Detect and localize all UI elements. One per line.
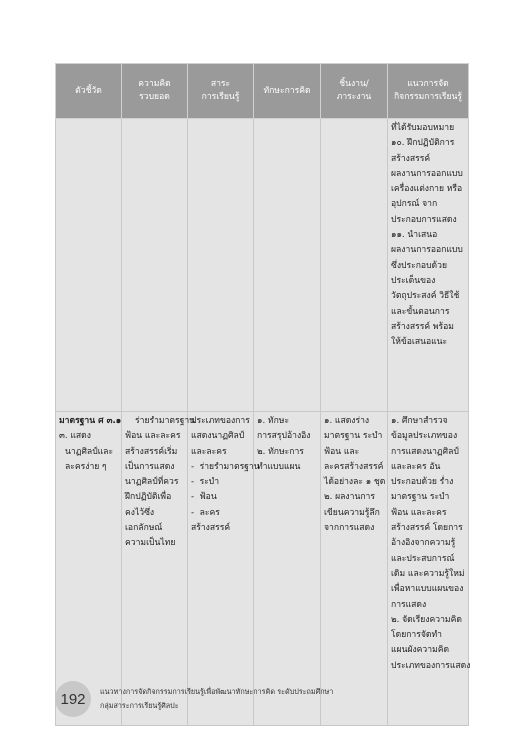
header-indicator: ตัวชี้วัด — [56, 64, 122, 119]
standard-title: มาตรฐาน ศ ๓.๑ — [59, 416, 122, 426]
cell-activity-continued: ที่ได้รับมอบหมาย ๑๐. ฝึกปฏิบัติการ สร้างสรรค์ ผลงานการออกแบบ เครื่องแต่งกาย หรือ อุปกรณ์ จาก ประกอบการแสดง ๑๑. นำเสนอ ผลงานการออกแบบ ซึ่งประกอบด้วย ประเด็นของ วัตถุประสงค์ วิธีใช้ และขั้นตอนการ สร้างสรรค์ พร้อม ให้ข้อเสนอแนะ — [388, 119, 469, 412]
list-item: - ร่ายรำมาตรฐาน — [191, 461, 260, 472]
footer-caption — [100, 685, 333, 713]
footer-line-1: แนวทางการจัดกิจกรรมการเรียนรู้เพื่อพัฒนาทักษะการคิด ระดับประถมศึกษา — [100, 687, 334, 696]
cell-empty — [254, 119, 321, 412]
list-item: - ละคร — [191, 507, 220, 518]
header-row — [56, 64, 469, 119]
footer-line-2: กลุ่มสาระการเรียนรู้ศิลปะ — [100, 701, 179, 710]
cell-empty — [56, 119, 122, 412]
list-item: - ระบำ — [191, 477, 220, 488]
list-item: - ฟ้อน — [191, 492, 217, 503]
header-content: สาระ การเรียนรู้ — [188, 64, 254, 119]
learning-table — [55, 63, 469, 726]
cell-thinking-skill: ๑. ทักษะ การสรุปอ้างอิง ๒. ทักษะการ ทำแบบแผน — [254, 412, 321, 726]
header-concept: ความคิด รวบยอด — [122, 64, 188, 119]
header-task: ชิ้นงาน/ ภาระงาน — [321, 64, 388, 119]
cell-indicator: มาตรฐาน ศ ๓.๑ ๓. แสดง นาฏศิลป์และ ละครง่าย ๆ — [56, 412, 122, 726]
curriculum-table — [55, 63, 471, 726]
cell-task: ๑. แสดงร่าง มาตรฐาน ระบำ ฟ้อน และ ละครสร้างสรรค์ ได้อย่างละ ๑ ชุด ๒. ผลงานการ เขียนความรู้ลึก จากการแสดง — [321, 412, 388, 726]
header-activity: แนวการจัด กิจกรรมการเรียนรู้ — [388, 64, 469, 119]
cell-content: ประเภทของการ แสดงนาฏศิลป์ และละคร - ร่ายรำมาตรฐาน - ระบำ - ฟ้อน - ละคร สร้างสรรค์ — [188, 412, 254, 726]
cell-empty — [188, 119, 254, 412]
cell-activity: ๑. ศึกษาสำรวจ ข้อมูลประเภทของ การแสดงนาฏศิลป์ และละคร อัน ประกอบด้วย ร่ำง มาตรฐาน ระบำ ฟ้อน และละคร สร้างสรรค์ โดยการ อ้างอิงจากความรู้ และประสบการณ์ เดิม และความรู้ใหม่ เพื่อหาแบบแผนของ การแสดง ๒. จัดเรียงความคิด โดยการจัดทำ แผนผังความคิด ประเภทของการแสดง — [388, 412, 469, 726]
cell-empty — [321, 119, 388, 412]
page-number: 192 — [60, 690, 86, 708]
page-number-badge — [55, 681, 91, 717]
cell-concept: ร่ายรำมาตรฐาน ฟ้อน และละคร สร้างสรรค์เริ่ม เป็นการแสดง นาฏศิลป์ที่ควร ฝึกปฏิบัติเพื่อ คงไว้ซึ่ง เอกลักษณ์ ความเป็นไทย — [122, 412, 188, 726]
header-thinking-skill: ทักษะการคิด — [254, 64, 321, 119]
cell-empty — [122, 119, 188, 412]
table-row-continued — [56, 119, 469, 412]
table-row-main — [56, 412, 469, 726]
